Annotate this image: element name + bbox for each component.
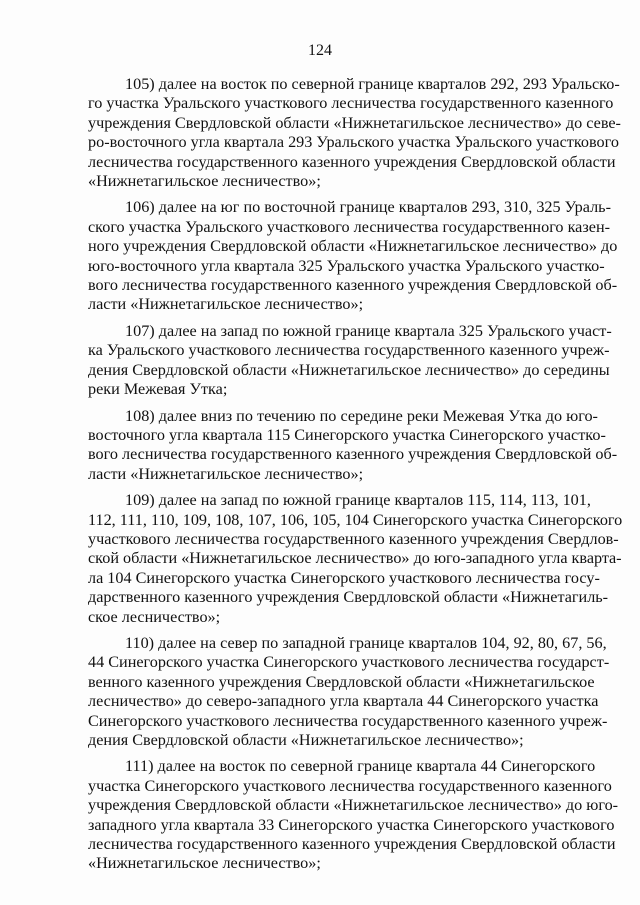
- paragraph-107: [88, 321, 612, 400]
- paragraph-111: [88, 757, 619, 873]
- text-line: западного угла квартала 33 Синегорского участка Синегорского участкового: [88, 815, 615, 834]
- text-line: «Нижнетагильское лесничество»;: [88, 172, 321, 191]
- text-line: учреждения Свердловской области «Нижнетагильское лесничество» до юго-: [88, 796, 619, 815]
- text-line: учреждения Свердловской области «Нижнетагильское лесничество» до севе-: [88, 113, 621, 132]
- text-line: ласти «Нижнетагильское лесничество»;: [88, 295, 364, 314]
- text-line: ского участка Уральского участкового лесничества государственного казен-: [88, 217, 611, 236]
- text-line: ка Уральского участкового лесничества государственного казенного учреж-: [88, 341, 610, 360]
- text-line: реки Межевая Утка;: [88, 380, 228, 399]
- paragraph-109: [88, 491, 623, 627]
- paragraph-105: [88, 75, 621, 191]
- text-line: ного учреждения Свердловской области «Нижнетагильское лесничество» до: [88, 237, 618, 256]
- text-line: дения Свердловской области «Нижнетагильское лесничество» до середины: [88, 360, 610, 379]
- text-line: 109) далее на запад по южной границе кварталов 115, 114, 113, 101,: [125, 491, 591, 510]
- text-line: юго-восточного угла квартала 325 Уральского участка Уральского участко-: [88, 256, 605, 275]
- text-line: ро-восточного угла квартала 293 Уральского участка Уральского участкового: [88, 133, 619, 152]
- text-line: участка Синегорского участкового лесничества государственного казенного: [88, 776, 612, 795]
- text-line: лесничества государственного казенного учреждения Свердловской области: [88, 835, 616, 854]
- text-line: ла 104 Синегорского участка Синегорского участкового лесничества госу-: [88, 568, 600, 587]
- text-line: 44 Синегорского участка Синегорского участкового лесничества государст-: [88, 653, 610, 672]
- paragraph-106: [88, 198, 618, 314]
- document-body: [88, 75, 623, 881]
- text-line: 105) далее на восток по северной границе кварталов 292, 293 Уральско-: [125, 75, 620, 93]
- text-line: дения Свердловской области «Нижнетагильское лесничество»;: [88, 731, 524, 749]
- text-line: го участка Уральского участкового лесничества государственного казенного: [88, 94, 614, 113]
- text-line: венного казенного учреждения Свердловской области «Нижнетагильское: [88, 672, 595, 691]
- text-line: восточного угла квартала 115 Синегорского участка Синегорского участко-: [88, 425, 606, 444]
- text-line: 112, 111, 110, 109, 108, 107, 106, 105, 104 Синегорского участка Синегорского: [88, 510, 623, 529]
- text-line: участкового лесничества государственного казенного учреждения Свердлов-: [88, 529, 619, 548]
- text-line: 111) далее на восток по северной границе квартала 44 Синегорского: [125, 757, 596, 776]
- text-line: 108) далее вниз по течению по середине реки Межевая Утка до юго-: [125, 406, 598, 425]
- text-line: лесничество» до северо-западного угла квартала 44 Синегорского участка: [88, 692, 599, 711]
- text-line: ской области «Нижнетагильское лесничество» до юго-западного угла квартa-: [88, 549, 622, 568]
- text-line: вого лесничества государственного казенного учреждения Свердловской об-: [88, 445, 618, 464]
- text-line: ласти «Нижнетагильское лесничество»;: [88, 464, 364, 483]
- paragraph-110: [88, 633, 610, 750]
- text-line: 107) далее на запад по южной границе квартала 325 Уральского участ-: [125, 321, 612, 340]
- text-line: лесничества государственного казенного учреждения Свердловской области: [88, 152, 616, 171]
- text-line: «Нижнетагильское лесничество»;: [88, 854, 321, 873]
- text-line: 106) далее на юг по восточной границе кварталов 293, 310, 325 Ураль-: [125, 198, 611, 217]
- text-line: вого лесничества государственного казенного учреждения Свердловской об-: [88, 276, 618, 295]
- text-line: дарственного казенного учреждения Свердловской области «Нижнетагиль-: [88, 588, 609, 607]
- text-line: ское лесничество»;: [88, 607, 221, 626]
- text-line: 110) далее на север по западной границе кварталов 104, 92, 80, 67, 56,: [125, 633, 607, 652]
- page-number: 124: [308, 42, 332, 59]
- paragraph-108: [88, 406, 618, 485]
- text-line: Синегорского участкового лесничества государственного казенного учреж-: [88, 711, 608, 730]
